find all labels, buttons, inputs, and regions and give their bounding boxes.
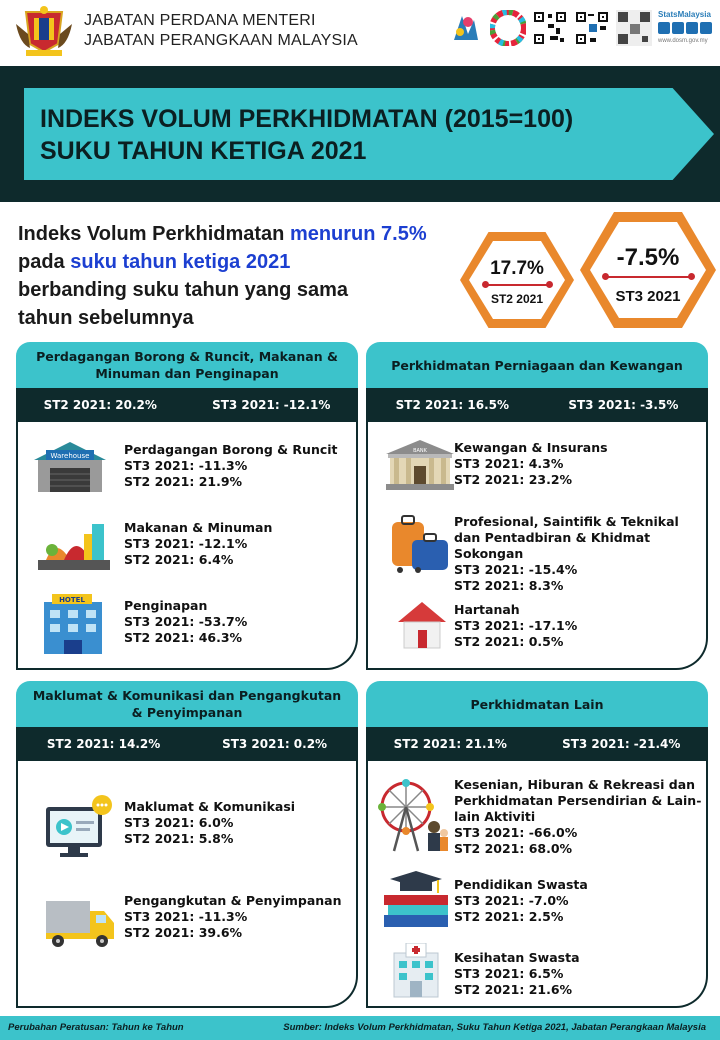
sector-title: Perkhidmatan Lain — [366, 681, 708, 727]
instagram-icon[interactable] — [672, 22, 684, 34]
title-banner — [0, 66, 720, 202]
bank-icon — [384, 438, 456, 490]
youtube-icon[interactable] — [700, 22, 712, 34]
sub-sector-item — [454, 877, 704, 925]
sub-sector-name: Perdagangan Borong & Runcit — [124, 442, 338, 457]
truck-icon — [44, 893, 116, 949]
sector-summary-bar — [16, 727, 358, 761]
hospital-icon — [390, 943, 442, 999]
footer — [0, 1016, 720, 1040]
summary-part-3: berbanding suku tahun yang sama — [18, 279, 349, 301]
summary-part-4: tahun sebelumnya — [18, 307, 194, 329]
sector-st2: ST2 2021: 20.2% — [43, 398, 157, 412]
facebook-icon[interactable] — [658, 22, 670, 34]
badge-st2-value: 17.7% — [490, 258, 544, 279]
sub-sector-item — [124, 598, 354, 646]
sector-summary-bar — [366, 388, 708, 422]
sub-sector-st2: ST2 2021: 21.9% — [124, 474, 243, 489]
org-line-1: JABATAN PERDANA MENTERI — [84, 12, 316, 29]
stats-malaysia-brand — [658, 10, 712, 44]
sub-sector-item — [454, 440, 704, 488]
summary-highlight-decline: menurun 7.5% — [289, 223, 427, 245]
sub-sector-name: Pendidikan Swasta — [454, 877, 588, 892]
title-line-2: SUKU TAHUN KETIGA 2021 — [40, 137, 367, 165]
sector-st3: ST3 2021: 0.2% — [222, 737, 328, 751]
sub-sector-st3: ST3 2021: -15.4% — [454, 562, 578, 577]
sector-summary-bar — [16, 388, 358, 422]
stats-logo-icon — [448, 10, 484, 46]
malaysia-crest-icon — [12, 4, 76, 58]
sub-sector-item — [124, 520, 354, 568]
organization-name — [84, 11, 358, 51]
sector-st3: ST3 2021: -3.5% — [568, 398, 679, 412]
food-icon — [36, 514, 112, 574]
sub-sector-item — [124, 893, 354, 941]
sub-sector-name: Makanan & Minuman — [124, 520, 273, 535]
sub-sector-item — [454, 777, 704, 857]
warehouse-icon — [32, 438, 108, 494]
sector-st2: ST2 2021: 14.2% — [46, 737, 161, 751]
badge-st3-value: -7.5% — [616, 244, 680, 271]
hotel-icon — [38, 594, 108, 656]
sector-title: Maklumat & Komunikasi dan Pengangkutan & Penyimpanan — [16, 681, 358, 727]
sector-st2: ST2 2021: 21.1% — [393, 737, 507, 751]
badge-st2 — [460, 232, 574, 328]
hotel-sign: HOTEL — [59, 596, 85, 604]
summary-highlight-quarter: suku tahun ketiga 2021 — [70, 251, 291, 273]
sub-sector-st3: ST3 2021: -53.7% — [124, 614, 248, 629]
sub-sector-name: Maklumat & Komunikasi — [124, 799, 296, 814]
badge-st3 — [580, 212, 716, 328]
twitter-icon[interactable] — [686, 22, 698, 34]
sub-sector-item — [454, 950, 704, 998]
sub-sector-st3: ST3 2021: 6.0% — [124, 815, 234, 830]
sub-sector-st3: ST3 2021: -11.3% — [124, 458, 248, 473]
website-url[interactable]: www.dosm.gov.my — [658, 38, 708, 44]
qr-code-icon[interactable] — [574, 10, 610, 46]
sub-sector-st2: ST2 2021: 5.8% — [124, 831, 234, 846]
sub-sector-st3: ST3 2021: -12.1% — [124, 536, 248, 551]
stats-malaysia-label: StatsMalaysia — [658, 10, 711, 19]
sector-card-trade — [16, 342, 358, 670]
page-title — [40, 103, 573, 167]
sub-sector-st3: ST3 2021: -17.1% — [454, 618, 578, 633]
sub-sector-item — [454, 602, 704, 650]
summary-part-2: pada — [18, 251, 71, 273]
badge-st2-label: ST2 2021 — [490, 292, 544, 306]
sector-card-ict-transport — [16, 681, 358, 1008]
sector-title: Perkhidmatan Perniagaan dan Kewangan — [366, 342, 708, 388]
sub-sector-item — [124, 799, 354, 847]
header — [0, 0, 720, 64]
sub-sector-name: Penginapan — [124, 598, 208, 613]
sector-title: Perdagangan Borong & Runcit, Makanan & Minuman dan Penginapan — [16, 342, 358, 388]
briefcase-icon — [388, 512, 452, 576]
sub-sector-name: Hartanah — [454, 602, 520, 617]
sdg-wheel-icon — [490, 10, 526, 46]
books-icon — [380, 869, 452, 931]
qr-code-icon[interactable] — [616, 10, 652, 46]
sub-sector-st2: ST2 2021: 6.4% — [124, 552, 234, 567]
sub-sector-st3: ST3 2021: -7.0% — [454, 893, 569, 908]
sub-sector-st2: ST2 2021: 23.2% — [454, 472, 573, 487]
sub-sector-item — [454, 514, 704, 594]
sub-sector-st2: ST2 2021: 0.5% — [454, 634, 564, 649]
summary-text — [18, 220, 468, 332]
sub-sector-st2: ST2 2021: 46.3% — [124, 630, 243, 645]
sub-sector-st2: ST2 2021: 2.5% — [454, 909, 564, 924]
warehouse-sign: Warehouse — [50, 452, 90, 460]
social-icons — [658, 22, 712, 34]
org-line-2: JABATAN PERANGKAAN MALAYSIA — [84, 32, 358, 49]
sub-sector-item — [124, 442, 354, 490]
sector-card-other-services — [366, 681, 708, 1008]
sector-card-business — [366, 342, 708, 670]
sub-sector-st2: ST2 2021: 39.6% — [124, 925, 243, 940]
partner-logos — [448, 10, 712, 58]
footer-source: Sumber: Indeks Volum Perkhidmatan, Suku Tahun Ketiga 2021, Jabatan Perangkaan Malaysia — [283, 1022, 706, 1033]
sub-sector-st3: ST3 2021: 4.3% — [454, 456, 564, 471]
sector-summary-bar — [366, 727, 708, 761]
sub-sector-st2: ST2 2021: 21.6% — [454, 982, 573, 997]
badge-st3-label: ST3 2021 — [615, 288, 681, 305]
sub-sector-name: Kesihatan Swasta — [454, 950, 580, 965]
sub-sector-st2: ST2 2021: 68.0% — [454, 841, 573, 856]
sub-sector-st3: ST3 2021: 6.5% — [454, 966, 564, 981]
footer-note: Perubahan Peratusan: Tahun ke Tahun — [8, 1022, 184, 1033]
house-icon — [394, 598, 450, 650]
title-line-1: INDEKS VOLUM PERKHIDMATAN (2015=100) — [40, 105, 574, 133]
sub-sector-name: Kesenian, Hiburan & Rekreasi dan Perkhidmatan Persendirian & Lain-lain Aktiviti — [454, 777, 702, 824]
sector-st2: ST2 2021: 16.5% — [395, 398, 510, 412]
sub-sector-name: Kewangan & Insurans — [454, 440, 608, 455]
computer-icon — [42, 793, 114, 859]
bank-sign: BANK — [413, 448, 427, 454]
sub-sector-st2: ST2 2021: 8.3% — [454, 578, 564, 593]
sub-sector-name: Pengangkutan & Penyimpanan — [124, 893, 342, 908]
sector-st3: ST3 2021: -21.4% — [562, 737, 681, 751]
sub-sector-name: Profesional, Saintifik & Teknikal dan Pentadbiran & Khidmat Sokongan — [454, 514, 679, 561]
sub-sector-st3: ST3 2021: -11.3% — [124, 909, 248, 924]
qr-code-icon[interactable] — [532, 10, 568, 46]
ferris-wheel-icon — [376, 777, 452, 853]
sub-sector-st3: ST3 2021: -66.0% — [454, 825, 578, 840]
summary-part-1: Indeks Volum Perkhidmatan — [18, 223, 290, 245]
sector-st3: ST3 2021: -12.1% — [212, 398, 331, 412]
